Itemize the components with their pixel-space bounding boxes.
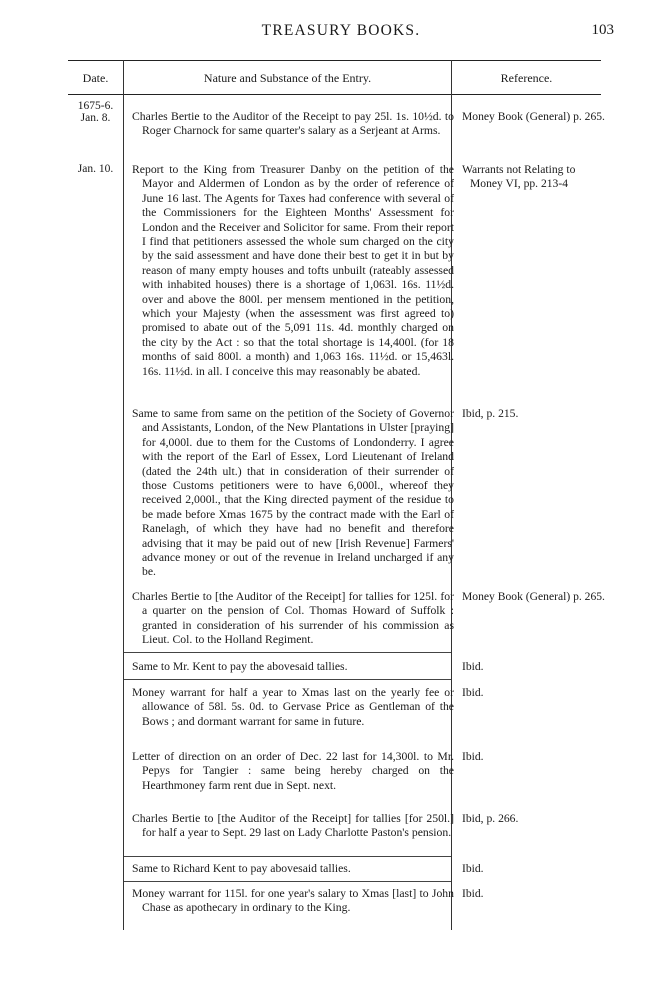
- entry-reference: Ibid.: [462, 887, 484, 900]
- entry-separator: [124, 652, 451, 653]
- entry-text: Charles Bertie to [the Auditor of the Receipt] for tallies [for 250l.] for half a year to Sept. 29 last on Lady Charlotte Paston's pension.: [132, 812, 454, 840]
- entry-reference: Ibid.: [462, 862, 484, 875]
- column-header-date: Date.: [82, 71, 109, 85]
- entry-separator: [124, 881, 451, 882]
- entry-text: Charles Bertie to [the Auditor of the Receipt] for tallies for 125l. for a quarter on the pension of Col. Thomas Howard of Suffolk : granted in consideration of his surrender of his commission as Lieut. Col. to the Holland Regiment.: [132, 590, 454, 647]
- entry-reference: Money Book (General) p. 265.: [462, 110, 605, 123]
- entry-text: Letter of direction on an order of Dec. 22 last for 14,300l. to Mr. Pepys for Tangier : same being hereby charged on the Hearthmoney farm rent due in Sept. next.: [132, 750, 454, 792]
- entry-text: Charles Bertie to the Auditor of the Receipt to pay 25l. 1s. 10½d. to Roger Charnock for same quarter's salary as a Serjeant at Arms.: [132, 110, 454, 138]
- column-divider-date: [123, 60, 124, 930]
- entry-reference: Ibid.: [462, 686, 484, 699]
- entry-reference: Ibid, p. 266.: [462, 812, 519, 825]
- page-number: 103: [591, 22, 614, 38]
- entry-text: Money warrant for half a year to Xmas last on the yearly fee or allowance of 58l. 5s. 0d. to Gervase Price as Gentleman of the Bows ; and dormant warrant for same in future.: [132, 686, 454, 728]
- entry-text: Same to Mr. Kent to pay the abovesaid tallies.: [132, 660, 348, 673]
- entry-date: Jan. 10.: [77, 163, 114, 175]
- column-header-nature: Nature and Substance of the Entry.: [203, 71, 372, 85]
- entry-date: 1675-6. Jan. 8.: [77, 100, 114, 124]
- entry-reference: Ibid.: [462, 750, 484, 763]
- header-bottom-rule: [68, 94, 601, 95]
- entry-reference: Ibid.: [462, 660, 484, 673]
- entry-text: Report to the King from Treasurer Danby on the petition of the Mayor and Aldermen of London as by the order of reference of June 16 last. The Agents for Taxes had conference with several of the Commissioners for the Eighteen Months' Assessment for London and the Receiver and Solicitor for same. From their report I find that petitioners assessed the whole sum charged on the city by the said assessment and have done their best to get it in but by reason of many empty houses and tofts unbuilt (rateably assessed with inhabited houses) there is a shortage of 1,063l. 16s. 11½d. over and above the 800l. per mensem mentioned in the petition, which your Majesty (when the assessment was first agreed to) promised to abate out of the 5,091 11s. 4d. monthly charged on the city by the Act : so that the total shortage is 14,400l. (for 18 months of said 800l. a month) and 1,063 16s. 11½d. or 15,463l. 16s. 11½d. in all. I conceive this may reasonably be abated.: [132, 163, 454, 378]
- entries-table: [68, 60, 605, 930]
- entry-separator: [124, 856, 451, 857]
- column-header-reference: Reference.: [500, 71, 553, 85]
- entry-reference: Ibid, p. 215.: [462, 407, 519, 420]
- page-header: [68, 14, 614, 44]
- entry-separator: [124, 679, 451, 680]
- entry-text: Same to same from same on the petition of the Society of Governor and Assistants, London, of the New Plantations in Ulster [praying] for 4,000l. due to them for the Customs of Londonderry. I agree with the report of the Earl of Essex, Lord Lieutenant of Ireland (dated the 24th ult.) that in consideration of their surrender of those Customs petitioners were to have 6,000l., whereof they received 2,000l., that the King directed payment of the residue to be made before Xmas 1675 by the contract made with the Earl of Ranelagh, of which they have had no benefit and therefore advising that it may be paid out of new [Irish Revenue] Farmers' advance money or out of the revenue in Ireland uncharged if any be.: [132, 407, 454, 579]
- entry-text: Money warrant for 115l. for one year's salary to Xmas [last] to John Chase as apothecary in ordinary to the King.: [132, 887, 454, 915]
- running-title: TREASURY BOOKS.: [261, 22, 421, 39]
- table-top-rule: [68, 60, 601, 61]
- entry-reference: Money Book (General) p. 265.: [462, 590, 605, 603]
- entry-reference: Warrants not Relating to Money VI, pp. 213-4: [462, 163, 576, 191]
- entry-text: Same to Richard Kent to pay abovesaid tallies.: [132, 862, 351, 875]
